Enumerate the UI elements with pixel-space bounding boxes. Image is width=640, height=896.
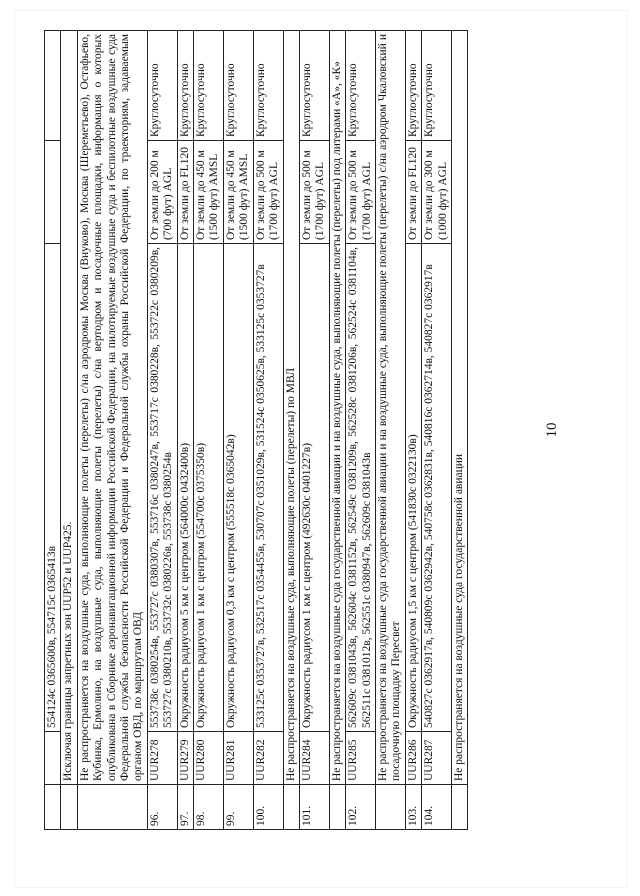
zone-code: UUR279: [177, 732, 193, 785]
note-row: [329, 31, 345, 830]
operating-time: Круглосуточно: [177, 31, 193, 141]
page-number: 10: [544, 422, 560, 438]
operating-time: Круглосуточно: [346, 31, 376, 141]
table-row: [422, 31, 452, 830]
table-row: [194, 31, 224, 830]
rotated-page-content: [44, 30, 584, 830]
zone-code: UUR280: [194, 732, 224, 785]
restricted-areas-table: [44, 30, 468, 830]
row-number: [61, 785, 77, 830]
row-number: 98.: [194, 785, 224, 830]
table-row: [45, 31, 61, 830]
row-number: 100.: [253, 785, 283, 830]
note-text: Не распространяется на воздушные суда государственной авиации и на воздушные суда, выполняющие полеты (перелеты) под литерами «А», «К»: [329, 31, 345, 785]
operating-time: Круглосуточно: [405, 31, 421, 141]
note-text: Исключая границы запретных зон UUP52 и UUP425.: [61, 31, 77, 785]
table-row: [177, 31, 193, 830]
zone-code: UUR281: [223, 732, 253, 785]
zone-code: UUR287: [422, 732, 452, 785]
row-number: 99.: [223, 785, 253, 830]
table-row: [299, 31, 329, 830]
zone-code: UUR286: [405, 732, 421, 785]
note-text: Не распространяется на воздушные суда государственной авиации: [451, 31, 467, 785]
row-number: 97.: [177, 785, 193, 830]
note-text: Не распространяется на воздушные суда, выполняющие полеты (перелеты) с/на аэродромы Москва (Внуково), Москва (Шереметьево), Остафьево, Кубинка, Ермолино, на воздушные суда, выполняющие полеты (перелеты) с/на вертодром и посадочные площадки, информация о которых опубликована в Сборнике аэронавигационной информации Российской Федерации, на пилотируемые воздушные суда и беспилотные воздушные суда Федеральной службы безопасности Российской Федерации и Федеральной службы охраны Российской Федерации, по траекториям, задаваемым органом ОВД, по маршрутам ОВД: [77, 31, 147, 785]
note-row: [77, 31, 147, 830]
operating-time: [45, 31, 61, 141]
zone-code: UUR285: [346, 732, 376, 785]
operating-time: Круглосуточно: [147, 31, 177, 141]
zone-boundaries: Окружность радиусом 0,3 км с центром (555518с 0365042в): [223, 244, 253, 732]
row-number: 101.: [299, 785, 329, 830]
row-number: [45, 785, 61, 830]
zone-code: UUR282: [253, 732, 283, 785]
altitude-limits: От земли до FL120: [405, 141, 421, 244]
note-text: Не распространяется на воздушные суда, выполняющие полеты (перелеты) по МВЛ: [283, 31, 299, 785]
row-number: [77, 785, 147, 830]
row-number: [451, 785, 467, 830]
note-row: [61, 31, 77, 830]
row-number: [329, 785, 345, 830]
zone-boundaries: 533125с 0353727в, 532517с 0354455в, 530707с 0351029в, 531524с 0350625в, 533125с 0353727в: [253, 244, 283, 732]
altitude-limits: От земли до 200 м (700 фут) AGL: [147, 141, 177, 244]
altitude-limits: От земли до 450 м (1500 фут) AMSL: [223, 141, 253, 244]
operating-time: Круглосуточно: [253, 31, 283, 141]
row-number: [283, 785, 299, 830]
altitude-limits: [45, 141, 61, 244]
note-row: [283, 31, 299, 830]
table-row: [253, 31, 283, 830]
table-row: [223, 31, 253, 830]
note-row: [451, 31, 467, 830]
row-number: [375, 785, 405, 830]
note-text: Не распространяется на воздушные суда государственной авиации и на воздушные суда, выполняющие полеты (перелеты) с/на аэродром Чкаловский и посадочную площадку Пересвет: [375, 31, 405, 785]
altitude-limits: От земли до 450 м (1500 фут) AMSL: [194, 141, 224, 244]
zone-boundaries: 562609с 0381043в, 562604с 0381152в, 562549с 0381209в, 562528с 0381206в, 562524с 0381104в, 562511с 0381012в, 562551с 0380947в, 562609с 0381043в: [346, 244, 376, 732]
zone-boundaries: Окружность радиусом 1,5 км с центром (541830с 0322130в): [405, 244, 421, 732]
altitude-limits: От земли до 500 м (1700 фут) AGL: [346, 141, 376, 244]
altitude-limits: От земли до 500 м (1700 фут) AGL: [299, 141, 329, 244]
table-row: [346, 31, 376, 830]
zone-boundaries: Окружность радиусом 5 км с центром (564000с 0432400в): [177, 244, 193, 732]
zone-code: UUR284: [299, 732, 329, 785]
row-number: 102.: [346, 785, 376, 830]
operating-time: Круглосуточно: [299, 31, 329, 141]
row-number: 103.: [405, 785, 421, 830]
altitude-limits: От земли до 300 м (1000 фут) AGL: [422, 141, 452, 244]
operating-time: Круглосуточно: [223, 31, 253, 141]
zone-boundaries: 554124с 0365600в, 554715с 0365413в: [45, 244, 61, 732]
zone-boundaries: Окружность радиусом 1 км с центром (492630с 0401227в): [299, 244, 329, 732]
altitude-limits: От земли до FL120: [177, 141, 193, 244]
operating-time: Круглосуточно: [194, 31, 224, 141]
zone-code: UUR278: [147, 732, 177, 785]
table-row: [147, 31, 177, 830]
zone-boundaries: 553738с 0380254в, 553727с 0380307в, 553716с 0380247в, 553717с 0380228в, 553722с 0380209в, 553727с 0380210в, 553732с 0380226в, 553738с 0380254в: [147, 244, 177, 732]
altitude-limits: От земли до 500 м (1700 фут) AGL: [253, 141, 283, 244]
table-row: [405, 31, 421, 830]
zone-code: [45, 732, 61, 785]
row-number: 96.: [147, 785, 177, 830]
operating-time: Круглосуточно: [422, 31, 452, 141]
zone-boundaries: Окружность радиусом 1 км с центром (554700с 0375350в): [194, 244, 224, 732]
note-row: [375, 31, 405, 830]
row-number: 104.: [422, 785, 452, 830]
zone-boundaries: 540827с 0362917в, 540809с 0362942в, 540758с 0362831в, 540816с 0362714в, 540827с 0362917в: [422, 244, 452, 732]
